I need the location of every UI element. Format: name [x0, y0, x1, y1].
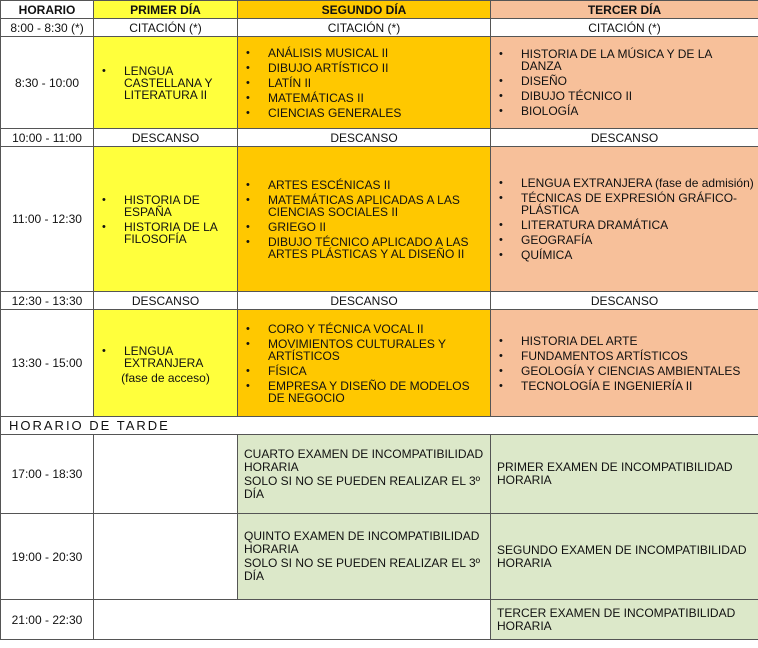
- block1-row: [1, 37, 758, 129]
- subject-item: • HISTORIA DEL ARTE: [521, 335, 754, 347]
- tarde-title-row: [1, 417, 758, 435]
- tarde-title: HORARIO DE TARDE: [1, 417, 758, 435]
- tarde-row3-day3: [491, 600, 758, 640]
- exam-note: CUARTO EXAMEN DE INCOMPATIBILIDAD HORARIA: [244, 446, 484, 474]
- subject-item: • LENGUA EXTRANJERA (fase de admisión): [521, 177, 754, 189]
- subject-item: • TÉCNICAS DE EXPRESIÓN GRÁFICO-PLÁSTICA: [521, 192, 754, 216]
- time-cell: 21:00 - 22:30: [1, 600, 94, 640]
- break1-day3: DESCANSO: [491, 129, 758, 147]
- exam-note: TERCER EXAMEN DE INCOMPATIBILIDAD HORARIA: [497, 605, 736, 633]
- empty-cell: [94, 600, 491, 640]
- subject-item: • LENGUA EXTRANJERA: [124, 345, 233, 369]
- break1-row: [1, 129, 758, 147]
- subject-item: • CORO Y TÉCNICA VOCAL II: [268, 323, 486, 335]
- tarde-row2-day2: [238, 514, 491, 600]
- time-cell: 11:00 - 12:30: [1, 147, 94, 292]
- tarde-row: [1, 435, 758, 514]
- tarde-row1-day3: [491, 435, 758, 514]
- break2-day3: DESCANSO: [491, 292, 758, 310]
- time-cell: 13:30 - 15:00: [1, 310, 94, 417]
- citation-row: [1, 19, 758, 37]
- subject-item: • LITERATURA DRAMÁTICA: [521, 219, 754, 231]
- subject-item: • MATEMÁTICAS II: [268, 92, 486, 104]
- header-horario: HORARIO: [1, 1, 94, 19]
- block3-day1: [94, 310, 238, 417]
- subject-item: • ANÁLISIS MUSICAL II: [268, 47, 486, 59]
- break2-day1: DESCANSO: [94, 292, 238, 310]
- time-cell: 8:30 - 10:00: [1, 37, 94, 129]
- time-cell: 19:00 - 20:30: [1, 514, 94, 600]
- citation-day2: CITACIÓN (*): [238, 19, 491, 37]
- header-tercer-dia: TERCER DÍA: [491, 1, 758, 19]
- subject-item: • LATÍN II: [268, 77, 486, 89]
- subject-item: • LENGUA CASTELLANA Y LITERATURA II: [124, 65, 233, 101]
- exam-note: QUINTO EXAMEN DE INCOMPATIBILIDAD HORARIA: [244, 529, 480, 556]
- citation-day3: CITACIÓN (*): [491, 19, 758, 37]
- subject-item: • ARTES ESCÉNICAS II: [268, 179, 486, 191]
- exam-note: SEGUNDO EXAMEN DE INCOMPATIBILIDAD HORARIA: [497, 542, 747, 570]
- subject-item: • FÍSICA: [268, 365, 486, 377]
- block1-day1: [94, 37, 238, 129]
- citation-day1: CITACIÓN (*): [94, 19, 238, 37]
- block2-day1: [94, 147, 238, 292]
- subject-item: • MATEMÁTICAS APLICADAS A LAS CIENCIAS SOCIALES II: [268, 194, 486, 218]
- subject-item: • DISEÑO: [521, 75, 754, 87]
- time-cell: 8:00 - 8:30 (*): [1, 19, 94, 37]
- tarde-row: [1, 600, 758, 640]
- subject-item: • GRIEGO II: [268, 221, 486, 233]
- time-cell: 10:00 - 11:00: [1, 129, 94, 147]
- block1-day3: [491, 37, 758, 129]
- subject-item: • MOVIMIENTOS CULTURALES Y ARTÍSTICOS: [268, 338, 486, 362]
- time-cell: 17:00 - 18:30: [1, 435, 94, 514]
- subject-item: • DIBUJO TÉCNICO APLICADO A LAS ARTES PLÁSTICAS Y AL DISEÑO II: [268, 236, 486, 260]
- subject-item: • DIBUJO TÉCNICO II: [521, 90, 754, 102]
- tarde-row: [1, 514, 758, 600]
- exam-condition: SOLO SI NO SE PUEDEN REALIZAR EL 3º DÍA: [244, 556, 481, 583]
- subject-item: • TECNOLOGÍA E INGENIERÍA II: [521, 380, 754, 392]
- subject-note: (fase de acceso): [121, 370, 210, 385]
- exam-note: PRIMER EXAMEN DE INCOMPATIBILIDAD HORARIA: [497, 460, 733, 487]
- subject-item: • GEOGRAFÍA: [521, 234, 754, 246]
- time-cell: 12:30 - 13:30: [1, 292, 94, 310]
- block3-day3: [491, 310, 758, 417]
- break1-day2: DESCANSO: [238, 129, 491, 147]
- block3-day2: [238, 310, 491, 417]
- block2-day3: [491, 147, 758, 292]
- break2-row: [1, 292, 758, 310]
- header-segundo-dia: SEGUNDO DÍA: [238, 1, 491, 19]
- block2-day2: [238, 147, 491, 292]
- subject-item: • GEOLOGÍA Y CIENCIAS AMBIENTALES: [521, 365, 754, 377]
- block1-day2: [238, 37, 491, 129]
- header-row: [1, 1, 758, 19]
- empty-cell: [94, 514, 238, 600]
- block2-row: [1, 147, 758, 292]
- tarde-row1-day2: [238, 435, 491, 514]
- exam-condition: SOLO SI NO SE PUEDEN REALIZAR EL 3º DÍA: [244, 473, 481, 501]
- subject-item: • DIBUJO ARTÍSTICO II: [268, 62, 486, 74]
- header-primer-dia: PRIMER DÍA: [94, 1, 238, 19]
- subject-item: • HISTORIA DE LA MÚSICA Y DE LA DANZA: [521, 48, 754, 72]
- break2-day2: DESCANSO: [238, 292, 491, 310]
- tarde-row2-day3: [491, 514, 758, 600]
- block3-row: [1, 310, 758, 417]
- subject-item: • HISTORIA DE LA FILOSOFÍA: [124, 221, 233, 245]
- empty-cell: [94, 435, 238, 514]
- subject-item: • QUÍMICA: [521, 249, 754, 261]
- subject-item: • HISTORIA DE ESPAÑA: [124, 194, 233, 218]
- subject-item: • EMPRESA Y DISEÑO DE MODELOS DE NEGOCIO: [268, 380, 486, 404]
- subject-item: • CIENCIAS GENERALES: [268, 107, 486, 119]
- break1-day1: DESCANSO: [94, 129, 238, 147]
- subject-item: • BIOLOGÍA: [521, 105, 754, 117]
- subject-item: • FUNDAMENTOS ARTÍSTICOS: [521, 350, 754, 362]
